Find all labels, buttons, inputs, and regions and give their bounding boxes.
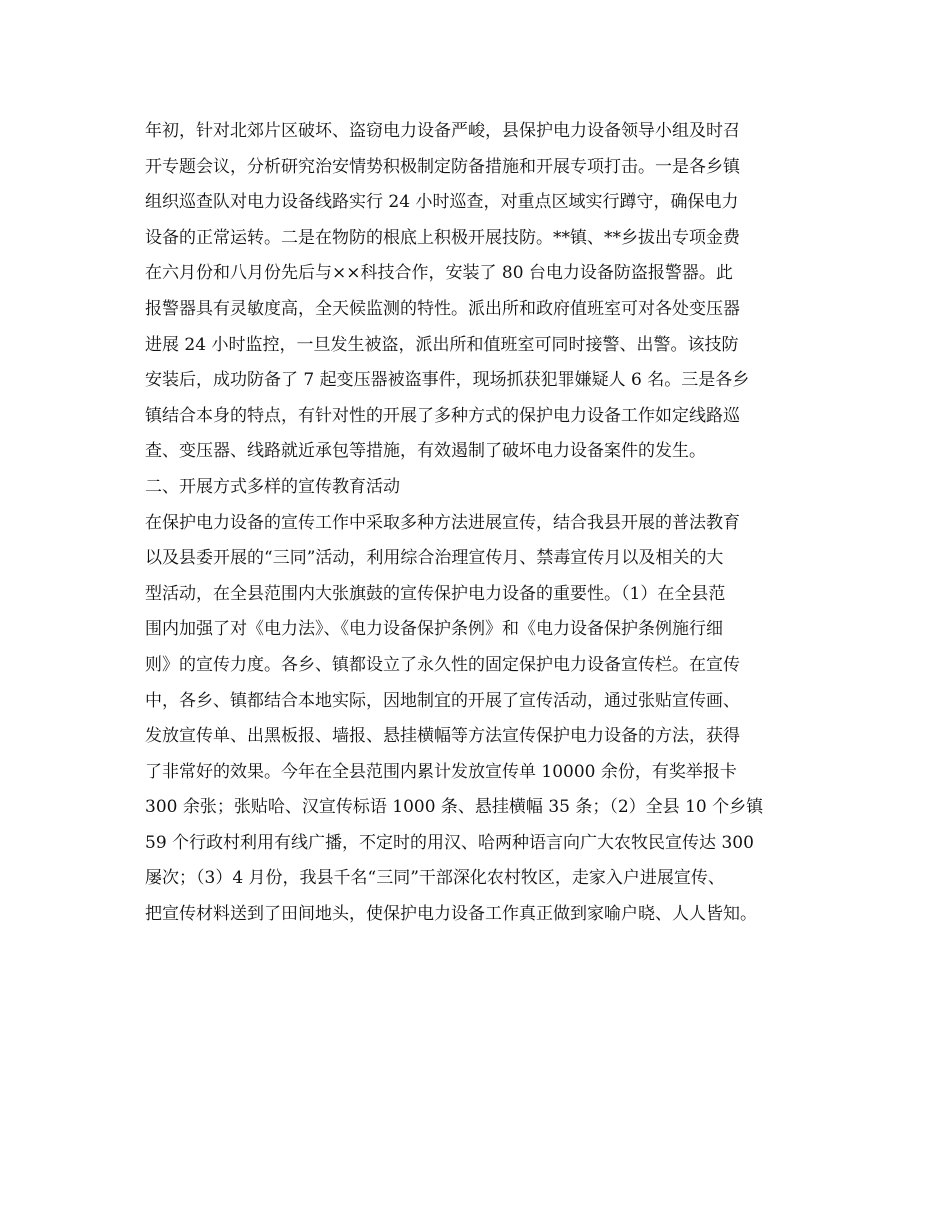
body-text bbox=[145, 114, 865, 933]
text-line: 了非常好的效果。今年在全县范围内累计发放宣传单 10000 余份，有奖举报卡 bbox=[145, 761, 737, 782]
text-line: 报警器具有灵敏度高，全天候监测的特性。派出所和政府值班室可对各处变压器 bbox=[145, 298, 740, 319]
text-line: 查、变压器、线路就近承包等措施，有效遏制了破坏电力设备案件的发生。 bbox=[145, 441, 706, 462]
text-line: 在六月份和八月份先后与××科技合作，安装了 80 台电力设备防盗报警器。此 bbox=[145, 263, 733, 284]
text-line: 则》的宣传力度。各乡、镇都设立了永久性的固定保护电力设备宣传栏。在宣传 bbox=[145, 654, 740, 675]
text-line: 年初，针对北郊片区破坏、盗窃电力设备严峻，县保护电力设备领导小组及时召 bbox=[145, 121, 740, 141]
text-line: 把宣传材料送到了田间地头，使保护电力设备工作真正做到家喻户晓、人人皆知。 bbox=[145, 904, 757, 925]
text-line: 300 余张；张贴哈、汉宣传标语 1000 条、悬挂横幅 35 条；（2）全县 10 个乡镇 bbox=[145, 797, 764, 818]
text-line: 以及县委开展的“三同”活动，利用综合治理宣传月、禁毒宣传月以及相关的大 bbox=[145, 548, 724, 569]
text-line: 围内加强了对《电力法》、《电力设备保护条例》和《电力设备保护条例施行细 bbox=[145, 619, 723, 640]
text-line: 型活动，在全县范围内大张旗鼓的宣传保护电力设备的重要性。（1）在全县范 bbox=[145, 583, 726, 604]
text-line: 屡次；（3）4 月份，我县千名“三同”干部深化农村牧区，走家入户进展宣传、 bbox=[145, 868, 725, 889]
section-heading: 二、开展方式多样的宣传教育活动 bbox=[145, 476, 400, 497]
text-line: 开专题会议，分析研究治安情势积极制定防备措施和开展专项打击。一是各乡镇 bbox=[145, 156, 740, 177]
text-line: 59 个行政村利用有线广播，不定时的用汉、哈两种语言向广大农牧民宣传达 300 bbox=[145, 832, 754, 853]
text-line: 进展 24 小时监控，一旦发生被盗，派出所和值班室可同时接警、出警。该技防 bbox=[145, 334, 739, 355]
text-line: 在保护电力设备的宣传工作中采取多种方法进展宣传，结合我县开展的普法教育 bbox=[145, 512, 740, 533]
text-line: 镇结合本身的特点，有针对性的开展了多种方式的保护电力设备工作如定线路巡 bbox=[145, 405, 740, 426]
text-line: 中，各乡、镇都结合本地实际，因地制宜的开展了宣传活动，通过张贴宣传画、 bbox=[145, 690, 740, 711]
text-line: 设备的正常运转。二是在物防的根底上积极开展技防。**镇、**乡拔出专项金费 bbox=[145, 227, 740, 248]
text-line: 安装后，成功防备了 7 起变压器被盗事件，现场抓获犯罪嫌疑人 6 名。三是各乡 bbox=[145, 370, 750, 391]
text-line: 发放宣传单、出黑板报、墙报、悬挂横幅等方法宣传保护电力设备的方法，获得 bbox=[145, 726, 740, 747]
text-line: 组织巡查队对电力设备线路实行 24 小时巡查，对重点区域实行蹲守，确保电力 bbox=[145, 192, 739, 213]
